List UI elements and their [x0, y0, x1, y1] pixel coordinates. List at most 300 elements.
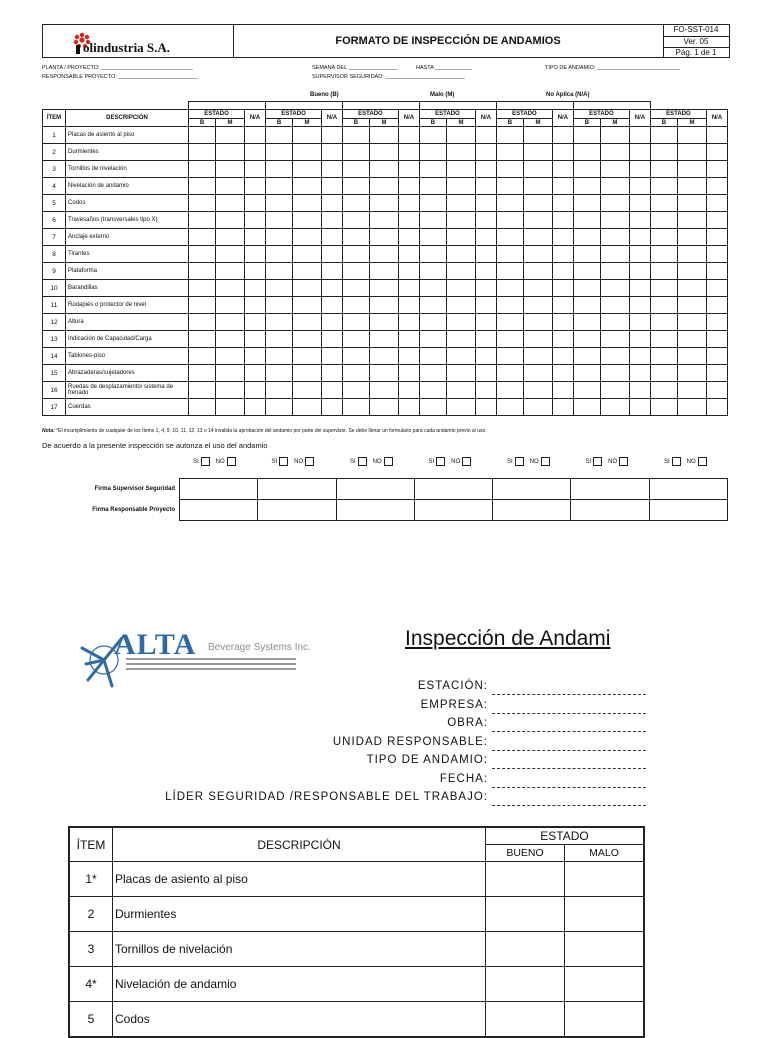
check-cell[interactable] — [677, 314, 706, 331]
check-cell[interactable] — [398, 161, 419, 178]
check-cell[interactable] — [552, 399, 573, 416]
check-cell[interactable] — [629, 263, 650, 280]
check-cell[interactable] — [342, 365, 369, 382]
check-cell[interactable] — [475, 280, 496, 297]
check-cell[interactable] — [419, 212, 446, 229]
check-cell[interactable] — [398, 314, 419, 331]
check-cell[interactable] — [475, 178, 496, 195]
check-cell[interactable] — [677, 263, 706, 280]
check-cell[interactable] — [573, 280, 600, 297]
check-cell[interactable] — [369, 280, 398, 297]
check-cell[interactable] — [216, 314, 245, 331]
check-cell[interactable] — [446, 212, 475, 229]
check-cell[interactable] — [216, 127, 245, 144]
check-cell[interactable] — [475, 144, 496, 161]
check-cell[interactable] — [707, 178, 728, 195]
check-cell[interactable] — [496, 297, 523, 314]
doc2-bueno-cell[interactable] — [486, 1002, 565, 1038]
check-cell[interactable] — [216, 144, 245, 161]
check-cell[interactable] — [216, 178, 245, 195]
check-cell[interactable] — [419, 297, 446, 314]
check-cell[interactable] — [573, 212, 600, 229]
check-cell[interactable] — [496, 144, 523, 161]
check-cell[interactable] — [677, 195, 706, 212]
check-cell[interactable] — [650, 212, 677, 229]
check-cell[interactable] — [342, 161, 369, 178]
check-cell[interactable] — [419, 144, 446, 161]
check-cell[interactable] — [707, 348, 728, 365]
check-cell[interactable] — [216, 263, 245, 280]
check-cell[interactable] — [600, 314, 629, 331]
check-cell[interactable] — [216, 331, 245, 348]
check-cell[interactable] — [189, 229, 216, 246]
check-cell[interactable] — [523, 161, 552, 178]
check-cell[interactable] — [629, 127, 650, 144]
si-checkbox[interactable] — [279, 457, 288, 466]
check-cell[interactable] — [419, 246, 446, 263]
check-cell[interactable] — [600, 331, 629, 348]
check-cell[interactable] — [244, 314, 265, 331]
check-cell[interactable] — [552, 229, 573, 246]
check-cell[interactable] — [369, 229, 398, 246]
check-cell[interactable] — [293, 195, 322, 212]
check-cell[interactable] — [629, 212, 650, 229]
check-cell[interactable] — [293, 365, 322, 382]
check-cell[interactable] — [342, 399, 369, 416]
doc2-malo-cell[interactable] — [565, 862, 645, 897]
check-cell[interactable] — [650, 297, 677, 314]
check-cell[interactable] — [475, 161, 496, 178]
check-cell[interactable] — [216, 365, 245, 382]
check-cell[interactable] — [573, 229, 600, 246]
check-cell[interactable] — [419, 382, 446, 399]
check-cell[interactable] — [321, 365, 342, 382]
check-cell[interactable] — [573, 127, 600, 144]
check-cell[interactable] — [573, 178, 600, 195]
check-cell[interactable] — [629, 229, 650, 246]
check-cell[interactable] — [629, 195, 650, 212]
check-cell[interactable] — [475, 127, 496, 144]
check-cell[interactable] — [189, 297, 216, 314]
doc2-field-line[interactable] — [492, 693, 646, 695]
check-cell[interactable] — [265, 399, 292, 416]
check-cell[interactable] — [369, 263, 398, 280]
check-cell[interactable] — [446, 127, 475, 144]
signature-cell[interactable] — [336, 479, 414, 500]
check-cell[interactable] — [321, 263, 342, 280]
check-cell[interactable] — [600, 178, 629, 195]
check-cell[interactable] — [189, 144, 216, 161]
check-cell[interactable] — [293, 144, 322, 161]
check-cell[interactable] — [342, 178, 369, 195]
check-cell[interactable] — [707, 263, 728, 280]
check-cell[interactable] — [293, 348, 322, 365]
check-cell[interactable] — [244, 348, 265, 365]
check-cell[interactable] — [707, 246, 728, 263]
check-cell[interactable] — [552, 314, 573, 331]
check-cell[interactable] — [573, 314, 600, 331]
check-cell[interactable] — [707, 280, 728, 297]
check-cell[interactable] — [321, 382, 342, 399]
check-cell[interactable] — [475, 348, 496, 365]
check-cell[interactable] — [244, 331, 265, 348]
check-cell[interactable] — [523, 280, 552, 297]
check-cell[interactable] — [552, 144, 573, 161]
check-cell[interactable] — [216, 212, 245, 229]
signature-cell[interactable] — [414, 479, 492, 500]
check-cell[interactable] — [342, 297, 369, 314]
check-cell[interactable] — [369, 161, 398, 178]
check-cell[interactable] — [189, 331, 216, 348]
check-cell[interactable] — [244, 195, 265, 212]
check-cell[interactable] — [398, 229, 419, 246]
check-cell[interactable] — [552, 365, 573, 382]
check-cell[interactable] — [321, 331, 342, 348]
check-cell[interactable] — [600, 382, 629, 399]
check-cell[interactable] — [523, 382, 552, 399]
si-checkbox[interactable] — [436, 457, 445, 466]
check-cell[interactable] — [369, 246, 398, 263]
check-cell[interactable] — [629, 297, 650, 314]
check-cell[interactable] — [677, 127, 706, 144]
check-cell[interactable] — [398, 212, 419, 229]
check-cell[interactable] — [293, 229, 322, 246]
check-cell[interactable] — [265, 263, 292, 280]
check-cell[interactable] — [629, 382, 650, 399]
check-cell[interactable] — [216, 348, 245, 365]
check-cell[interactable] — [398, 178, 419, 195]
check-cell[interactable] — [265, 144, 292, 161]
check-cell[interactable] — [293, 246, 322, 263]
check-cell[interactable] — [629, 280, 650, 297]
check-cell[interactable] — [446, 399, 475, 416]
check-cell[interactable] — [265, 331, 292, 348]
check-cell[interactable] — [600, 195, 629, 212]
check-cell[interactable] — [398, 280, 419, 297]
check-cell[interactable] — [189, 178, 216, 195]
check-cell[interactable] — [677, 297, 706, 314]
check-cell[interactable] — [216, 161, 245, 178]
check-cell[interactable] — [677, 331, 706, 348]
check-cell[interactable] — [244, 280, 265, 297]
check-cell[interactable] — [600, 212, 629, 229]
check-cell[interactable] — [419, 331, 446, 348]
check-cell[interactable] — [321, 127, 342, 144]
check-cell[interactable] — [321, 212, 342, 229]
check-cell[interactable] — [369, 178, 398, 195]
check-cell[interactable] — [189, 399, 216, 416]
check-cell[interactable] — [398, 382, 419, 399]
check-cell[interactable] — [293, 280, 322, 297]
check-cell[interactable] — [707, 144, 728, 161]
check-cell[interactable] — [342, 246, 369, 263]
check-cell[interactable] — [321, 280, 342, 297]
check-cell[interactable] — [244, 229, 265, 246]
check-cell[interactable] — [629, 246, 650, 263]
check-cell[interactable] — [342, 348, 369, 365]
check-cell[interactable] — [419, 314, 446, 331]
check-cell[interactable] — [265, 229, 292, 246]
check-cell[interactable] — [216, 399, 245, 416]
check-cell[interactable] — [629, 365, 650, 382]
check-cell[interactable] — [216, 297, 245, 314]
check-cell[interactable] — [650, 229, 677, 246]
check-cell[interactable] — [523, 246, 552, 263]
check-cell[interactable] — [293, 212, 322, 229]
check-cell[interactable] — [707, 297, 728, 314]
check-cell[interactable] — [677, 382, 706, 399]
si-checkbox[interactable] — [515, 457, 524, 466]
check-cell[interactable] — [265, 314, 292, 331]
doc2-field-line[interactable] — [492, 730, 646, 732]
check-cell[interactable] — [419, 178, 446, 195]
check-cell[interactable] — [369, 365, 398, 382]
check-cell[interactable] — [629, 178, 650, 195]
check-cell[interactable] — [189, 127, 216, 144]
check-cell[interactable] — [446, 382, 475, 399]
signature-cell[interactable] — [180, 479, 258, 500]
check-cell[interactable] — [398, 195, 419, 212]
check-cell[interactable] — [369, 348, 398, 365]
check-cell[interactable] — [496, 161, 523, 178]
check-cell[interactable] — [321, 348, 342, 365]
check-cell[interactable] — [523, 127, 552, 144]
doc2-field-line[interactable] — [492, 749, 646, 751]
check-cell[interactable] — [677, 144, 706, 161]
check-cell[interactable] — [398, 399, 419, 416]
check-cell[interactable] — [321, 144, 342, 161]
check-cell[interactable] — [496, 127, 523, 144]
check-cell[interactable] — [342, 127, 369, 144]
check-cell[interactable] — [677, 178, 706, 195]
check-cell[interactable] — [677, 399, 706, 416]
check-cell[interactable] — [650, 178, 677, 195]
check-cell[interactable] — [552, 331, 573, 348]
check-cell[interactable] — [293, 297, 322, 314]
check-cell[interactable] — [707, 382, 728, 399]
check-cell[interactable] — [446, 348, 475, 365]
check-cell[interactable] — [342, 263, 369, 280]
check-cell[interactable] — [342, 280, 369, 297]
check-cell[interactable] — [321, 195, 342, 212]
check-cell[interactable] — [650, 144, 677, 161]
check-cell[interactable] — [573, 161, 600, 178]
check-cell[interactable] — [419, 348, 446, 365]
check-cell[interactable] — [189, 365, 216, 382]
check-cell[interactable] — [496, 229, 523, 246]
check-cell[interactable] — [369, 144, 398, 161]
check-cell[interactable] — [677, 246, 706, 263]
check-cell[interactable] — [475, 365, 496, 382]
check-cell[interactable] — [446, 314, 475, 331]
check-cell[interactable] — [293, 331, 322, 348]
check-cell[interactable] — [573, 297, 600, 314]
check-cell[interactable] — [496, 365, 523, 382]
check-cell[interactable] — [342, 144, 369, 161]
si-checkbox[interactable] — [672, 457, 681, 466]
check-cell[interactable] — [573, 365, 600, 382]
signature-cell[interactable] — [649, 500, 727, 521]
check-cell[interactable] — [475, 297, 496, 314]
check-cell[interactable] — [707, 127, 728, 144]
check-cell[interactable] — [321, 297, 342, 314]
check-cell[interactable] — [523, 399, 552, 416]
check-cell[interactable] — [475, 246, 496, 263]
check-cell[interactable] — [496, 348, 523, 365]
check-cell[interactable] — [677, 212, 706, 229]
tipo-andamio-field[interactable]: TIPO DE ANDAMIO: ___________________________ — [545, 65, 680, 71]
check-cell[interactable] — [293, 399, 322, 416]
check-cell[interactable] — [419, 263, 446, 280]
doc2-malo-cell[interactable] — [565, 1002, 645, 1038]
check-cell[interactable] — [265, 178, 292, 195]
check-cell[interactable] — [189, 246, 216, 263]
check-cell[interactable] — [446, 161, 475, 178]
check-cell[interactable] — [189, 161, 216, 178]
check-cell[interactable] — [189, 314, 216, 331]
check-cell[interactable] — [189, 263, 216, 280]
check-cell[interactable] — [398, 365, 419, 382]
check-cell[interactable] — [369, 297, 398, 314]
check-cell[interactable] — [707, 365, 728, 382]
semana-field[interactable]: SEMANA DEL ________________ — [312, 65, 398, 71]
check-cell[interactable] — [650, 127, 677, 144]
check-cell[interactable] — [446, 229, 475, 246]
check-cell[interactable] — [293, 263, 322, 280]
check-cell[interactable] — [265, 297, 292, 314]
check-cell[interactable] — [552, 161, 573, 178]
check-cell[interactable] — [496, 246, 523, 263]
check-cell[interactable] — [475, 195, 496, 212]
check-cell[interactable] — [293, 161, 322, 178]
check-cell[interactable] — [216, 195, 245, 212]
doc2-field-line[interactable] — [492, 804, 646, 806]
check-cell[interactable] — [650, 365, 677, 382]
doc2-bueno-cell[interactable] — [486, 897, 565, 932]
doc2-malo-cell[interactable] — [565, 932, 645, 967]
check-cell[interactable] — [600, 161, 629, 178]
check-cell[interactable] — [189, 280, 216, 297]
check-cell[interactable] — [650, 382, 677, 399]
signature-cell[interactable] — [571, 479, 649, 500]
check-cell[interactable] — [677, 161, 706, 178]
check-cell[interactable] — [677, 348, 706, 365]
planta-field[interactable]: PLANTA / PROYECTO: ______________________________ — [42, 65, 193, 71]
check-cell[interactable] — [398, 331, 419, 348]
check-cell[interactable] — [573, 348, 600, 365]
check-cell[interactable] — [552, 195, 573, 212]
check-cell[interactable] — [321, 314, 342, 331]
check-cell[interactable] — [321, 246, 342, 263]
signature-cell[interactable] — [414, 500, 492, 521]
check-cell[interactable] — [398, 263, 419, 280]
check-cell[interactable] — [419, 399, 446, 416]
check-cell[interactable] — [398, 246, 419, 263]
check-cell[interactable] — [573, 195, 600, 212]
check-cell[interactable] — [523, 314, 552, 331]
check-cell[interactable] — [496, 280, 523, 297]
check-cell[interactable] — [244, 144, 265, 161]
check-cell[interactable] — [446, 365, 475, 382]
check-cell[interactable] — [419, 161, 446, 178]
check-cell[interactable] — [600, 229, 629, 246]
check-cell[interactable] — [216, 229, 245, 246]
check-cell[interactable] — [475, 382, 496, 399]
check-cell[interactable] — [650, 195, 677, 212]
signature-cell[interactable] — [336, 500, 414, 521]
check-cell[interactable] — [446, 331, 475, 348]
check-cell[interactable] — [216, 280, 245, 297]
check-cell[interactable] — [369, 212, 398, 229]
check-cell[interactable] — [265, 280, 292, 297]
check-cell[interactable] — [369, 399, 398, 416]
check-cell[interactable] — [475, 399, 496, 416]
check-cell[interactable] — [475, 331, 496, 348]
check-cell[interactable] — [189, 382, 216, 399]
check-cell[interactable] — [600, 399, 629, 416]
check-cell[interactable] — [496, 212, 523, 229]
check-cell[interactable] — [189, 348, 216, 365]
check-cell[interactable] — [650, 161, 677, 178]
check-cell[interactable] — [419, 280, 446, 297]
check-cell[interactable] — [446, 144, 475, 161]
check-cell[interactable] — [475, 263, 496, 280]
signature-cell[interactable] — [258, 479, 336, 500]
check-cell[interactable] — [244, 246, 265, 263]
si-checkbox[interactable] — [201, 457, 210, 466]
check-cell[interactable] — [369, 195, 398, 212]
check-cell[interactable] — [321, 161, 342, 178]
check-cell[interactable] — [552, 127, 573, 144]
hasta-field[interactable]: HASTA ____________ — [416, 65, 472, 71]
responsable-field[interactable]: RESPONSABLE PROYECTO: __________________________ — [42, 74, 198, 80]
check-cell[interactable] — [573, 246, 600, 263]
check-cell[interactable] — [244, 212, 265, 229]
check-cell[interactable] — [446, 246, 475, 263]
check-cell[interactable] — [475, 212, 496, 229]
check-cell[interactable] — [398, 127, 419, 144]
check-cell[interactable] — [573, 331, 600, 348]
check-cell[interactable] — [342, 195, 369, 212]
check-cell[interactable] — [216, 382, 245, 399]
check-cell[interactable] — [650, 263, 677, 280]
doc2-bueno-cell[interactable] — [486, 862, 565, 897]
check-cell[interactable] — [523, 331, 552, 348]
check-cell[interactable] — [600, 280, 629, 297]
check-cell[interactable] — [419, 127, 446, 144]
check-cell[interactable] — [189, 212, 216, 229]
check-cell[interactable] — [523, 144, 552, 161]
check-cell[interactable] — [650, 314, 677, 331]
check-cell[interactable] — [629, 348, 650, 365]
check-cell[interactable] — [552, 297, 573, 314]
check-cell[interactable] — [293, 382, 322, 399]
check-cell[interactable] — [496, 195, 523, 212]
check-cell[interactable] — [552, 263, 573, 280]
check-cell[interactable] — [244, 382, 265, 399]
check-cell[interactable] — [475, 314, 496, 331]
signature-cell[interactable] — [493, 500, 571, 521]
check-cell[interactable] — [496, 263, 523, 280]
check-cell[interactable] — [552, 280, 573, 297]
check-cell[interactable] — [321, 178, 342, 195]
doc2-field-line[interactable] — [492, 786, 646, 788]
doc2-malo-cell[interactable] — [565, 897, 645, 932]
check-cell[interactable] — [573, 144, 600, 161]
check-cell[interactable] — [342, 212, 369, 229]
check-cell[interactable] — [446, 280, 475, 297]
check-cell[interactable] — [244, 365, 265, 382]
